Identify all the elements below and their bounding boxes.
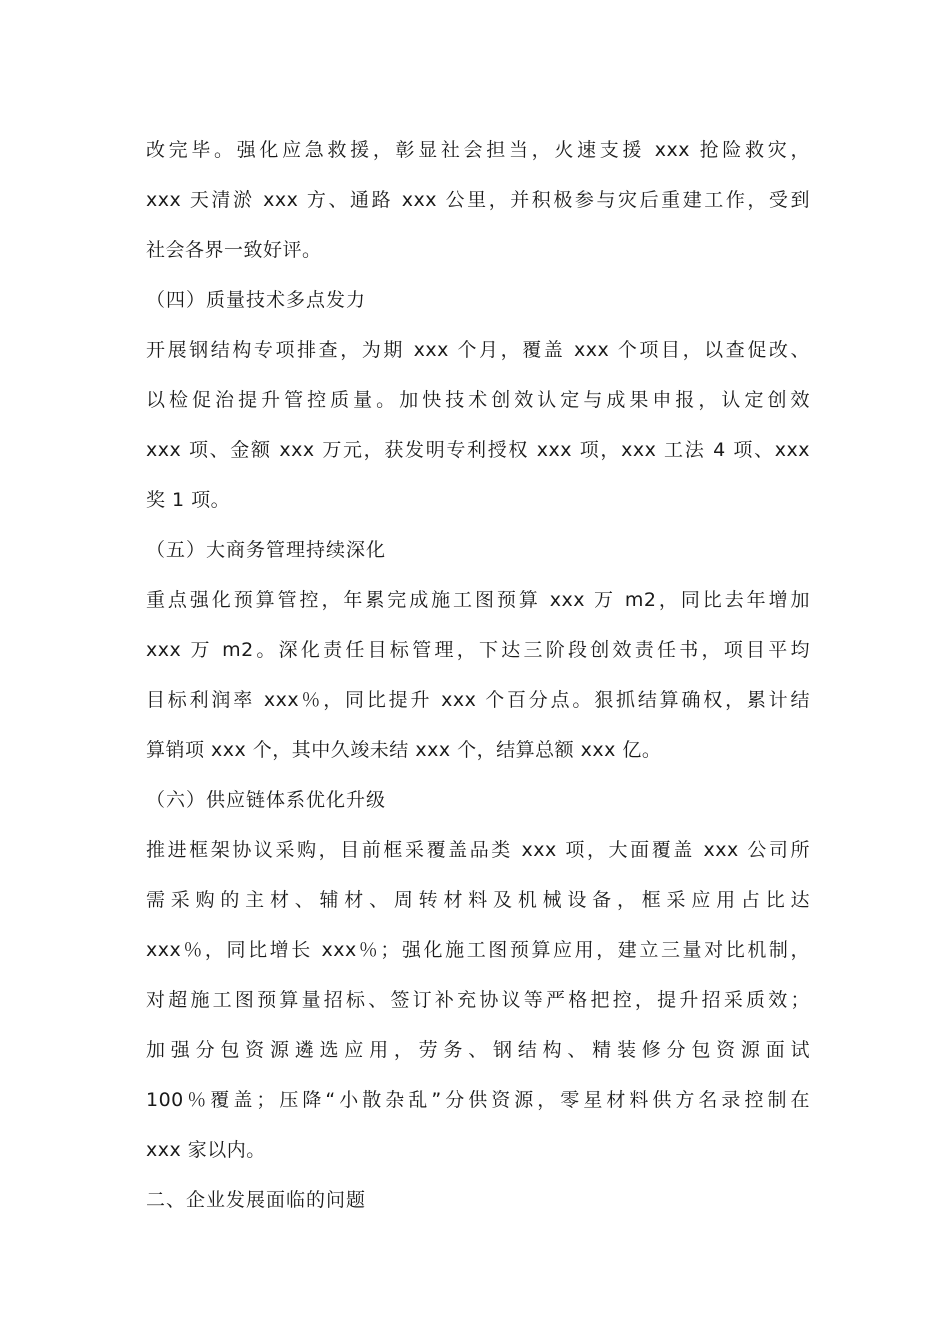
paragraph-line: 目标利润率 xxx％，同比提升 xxx 个百分点。狠抓结算确权，累计结 [146,689,810,711]
chapter-heading: 二、企业发展面临的问题 [146,1189,367,1211]
paragraph-line: 对超施工图预算量招标、签订补充协议等严格把控，提升招采质效； [146,989,810,1011]
paragraph-line: 算销项 xxx 个，其中久竣未结 xxx 个，结算总额 xxx 亿。 [146,739,662,761]
paragraph-line: 奖 1 项。 [146,489,231,511]
document-body [146,130,810,1230]
section-heading-4: （四）质量技术多点发力 [146,289,367,311]
section-heading-6: （六）供应链体系优化升级 [146,789,387,811]
paragraph-line: xxx％，同比增长 xxx％；强化施工图预算应用，建立三量对比机制， [146,939,810,961]
paragraph-line: 加强分包资源遴选应用，劳务、钢结构、精装修分包资源面试 [146,1039,810,1061]
paragraph-line: 开展钢结构专项排查，为期 xxx 个月，覆盖 xxx 个项目，以查促改、 [146,339,810,361]
paragraph-line: xxx 万 m2。深化责任目标管理，下达三阶段创效责任书，项目平均 [146,639,810,661]
paragraph-line: 改完毕。强化应急救援，彰显社会担当，火速支援 xxx 抢险救灾， [146,139,810,161]
paragraph-line: 社会各界一致好评。 [146,239,322,261]
paragraph-line: xxx 项、金额 xxx 万元，获发明专利授权 xxx 项，xxx 工法 4 项、xxx [146,439,810,461]
paragraph-line: 以检促治提升管控质量。加快技术创效认定与成果申报，认定创效 [146,389,810,411]
paragraph-line: 重点强化预算管控，年累完成施工图预算 xxx 万 m2，同比去年增加 [146,589,810,611]
paragraph-line: 推进框架协议采购，目前框采覆盖品类 xxx 项，大面覆盖 xxx 公司所 [146,839,810,861]
paragraph-line: 100％覆盖；压降“小散杂乱”分供资源，零星材料供方名录控制在 [146,1089,810,1111]
paragraph-line: 需采购的主材、辅材、周转材料及机械设备，框采应用占比达 [146,889,810,911]
paragraph-line: xxx 天清淤 xxx 方、通路 xxx 公里，并积极参与灾后重建工作，受到 [146,189,810,211]
paragraph-line: xxx 家以内。 [146,1139,266,1161]
section-heading-5: （五）大商务管理持续深化 [146,539,387,561]
